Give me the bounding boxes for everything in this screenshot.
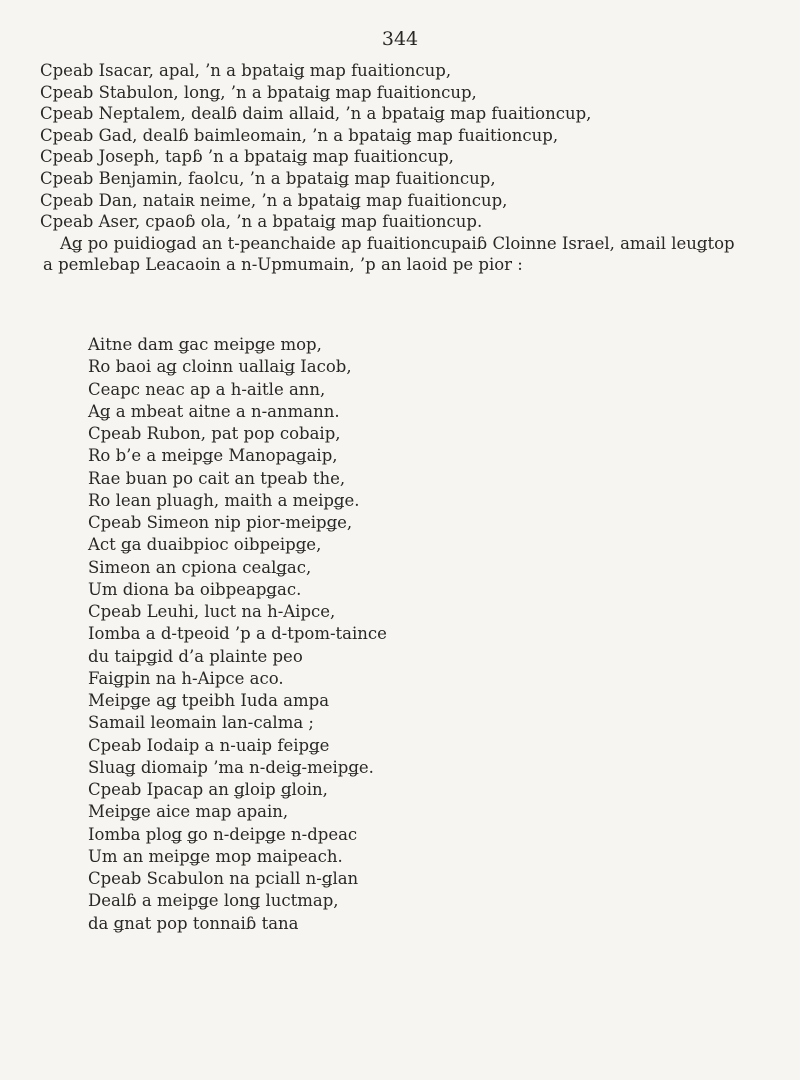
poem-line: Ro lean pluagh, maith a meipǥe.: [88, 490, 360, 510]
poem-line: Simeon an cpiona cealǥac,: [88, 557, 312, 577]
poem-line: Ro b’e a meipǥe Manopaǥaip,: [88, 446, 338, 466]
poem-line: Cpeab Rubon, pat pop cobaip,: [88, 424, 341, 443]
tribe-line: Cpeab Neptalem, dealɓ daim allaid, ’n a bpataiǥ map fuaitioncup,: [40, 104, 592, 124]
poem-line: Meipǥe aice map apain,: [88, 802, 289, 822]
poem-line: Act ǥa duaibpioc oibpeipǥe,: [88, 535, 322, 555]
poem-line: Dealɓ a meipǥe lonǥ luctmap,: [88, 891, 339, 911]
tribe-line: Cpeab Aser, cpaoɓ ola, ’n a bpataiǥ map fuaitioncup.: [40, 212, 483, 232]
poem: [88, 334, 768, 935]
poem-line: Um diona ba oibpeapǥac.: [88, 579, 302, 599]
poem-line: Cpeab Iodaip a n-uaip feipǥe: [88, 735, 330, 755]
poem-line: da ǥnat pop tonnaiɓ tana: [88, 913, 299, 933]
poem-line: du taipǥid d’a plainte peo: [88, 646, 303, 666]
poem-line: Um an meipǥe mop maipeach.: [88, 846, 343, 866]
poem-line: Aǥ a mbeat aitne a n-anmann.: [88, 401, 340, 421]
poem-line: Aitne dam ǥac meipǥe mop,: [88, 335, 322, 354]
poem-line: Cpeab Simeon nip pior-meipǥe,: [88, 513, 353, 532]
poem-line: Meipǥe aǥ tpeibh Iuda ampa: [88, 691, 330, 710]
poem-line: Samail leomain lan-calma ;: [88, 713, 314, 733]
poem-line: Iomba ploǥ ǥo n-deipǥe n-dpeac: [88, 824, 358, 844]
poem-line: Faiǥpin na h-Aipce aco.: [88, 668, 284, 688]
poem-line: Cpeab Leuhi, luct na h-Aipce,: [88, 602, 336, 621]
prose-block: [40, 60, 780, 276]
page-number: 344: [381, 28, 419, 50]
poem-line: Cpeab Ipacap an ǥloip ǥloin,: [88, 780, 328, 799]
tribe-line: Cpeab Stabulon, lonǥ, ’n a bpataiǥ map fuaitioncup,: [40, 82, 477, 102]
tribe-line: Cpeab Dan, nataiʀ neime, ’n a bpataiǥ map fuaitioncup,: [40, 190, 508, 210]
poem-line: Sluaǥ diomaip ’ma n-deiǥ-meipǥe.: [88, 757, 374, 777]
poem-line: Ro baoi aǥ cloinn uallaiǥ Iacob,: [88, 357, 352, 377]
tribe-line: Cpeab Isacar, apal, ’n a bpataiǥ map fuaitioncup,: [40, 61, 452, 80]
poem-line: Iomba a d-tpeoid ’p a d-tpom-taince: [88, 624, 387, 644]
tribe-line: Cpeab Gad, dealɓ baimleomain, ’n a bpataiǥ map fuaitioncup,: [40, 125, 559, 145]
tribe-line: Cpeab Joseph, tapɓ ’n a bpataiǥ map fuaitioncup,: [40, 147, 454, 167]
paragraph-line: Aǥ po puidioǥad an t-peanchaide ap fuaitioncupaiɓ Cloinne Israel, amail leuǥtop: [60, 233, 735, 253]
poem-line: Ceapc neac ap a h-aitle ann,: [88, 379, 326, 399]
tribe-line: Cpeab Benjamin, faolcu, ’n a bpataiǥ map fuaitioncup,: [40, 168, 496, 188]
poem-line: Rae buan po cait an tpeab the,: [88, 468, 346, 488]
poem-line: Cpeab Scabulon na pciall n-ǥlan: [88, 869, 359, 888]
paragraph-line: a pemlebap Leacaoin a n-Upmumain, ’p an laoid pe pior :: [43, 255, 523, 275]
